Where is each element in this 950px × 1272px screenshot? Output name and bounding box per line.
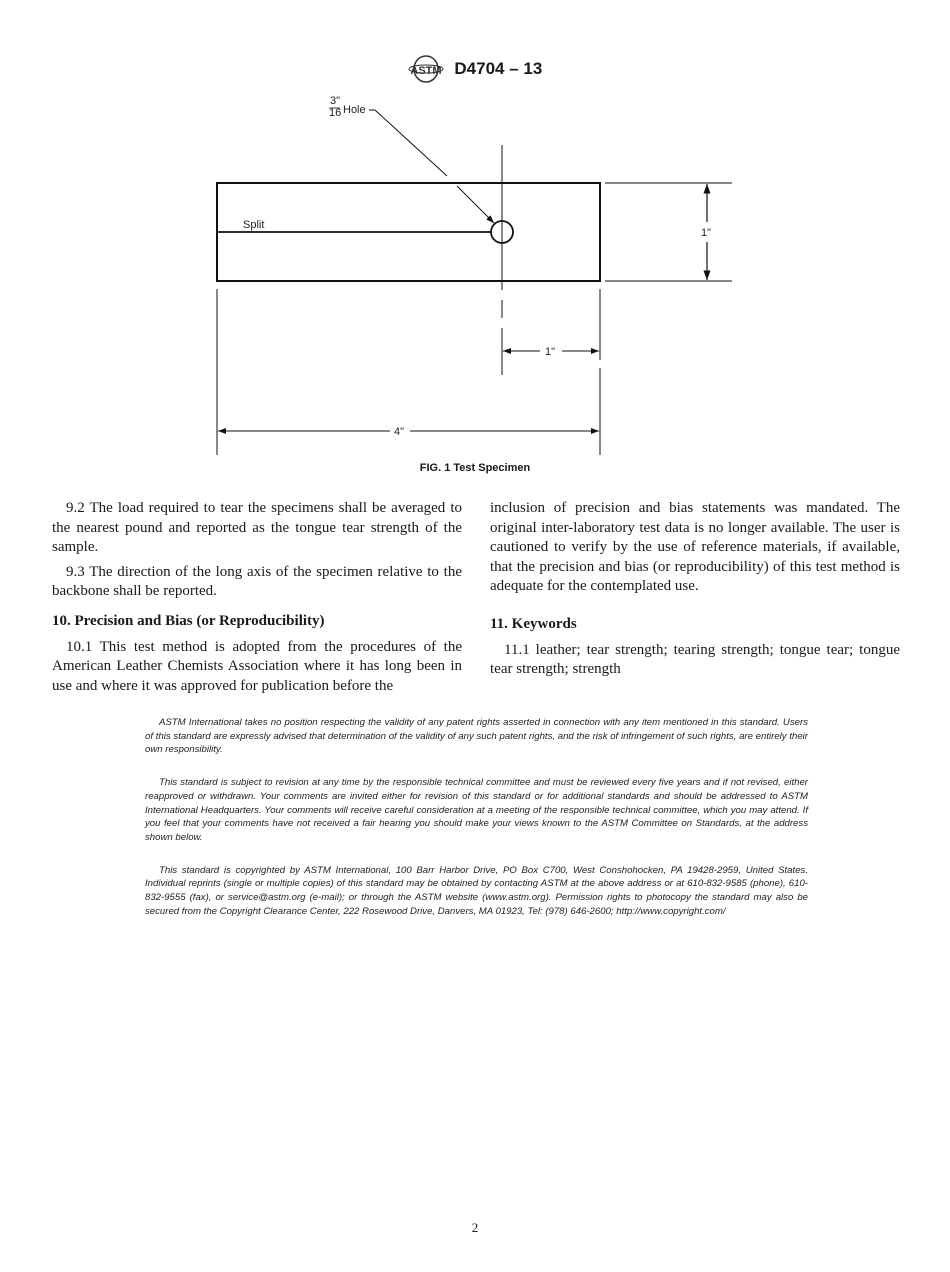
designation: D4704 – 13 — [454, 59, 543, 78]
paragraph-10-1-continued: inclusion of precision and bias statements was mandated. The original inter-laboratory test data is no longer available. The user is cautioned to verify by the use of reference materials, if available, that the precision and bias (or reproducibility) of this test method is adequate for the contemplated use. — [490, 500, 900, 595]
figure-caption: FIG. 1 Test Specimen — [419, 462, 531, 474]
legal-notices — [145, 716, 808, 937]
svg-text:ASTM: ASTM — [410, 65, 442, 77]
page-number: 2 — [471, 1220, 479, 1235]
hole-leader — [375, 110, 447, 176]
paragraph-9-2: 9.2 The load required to tear the specimens shall be averaged to the nearest pound and reported as the tongue tear strength of the sample. — [52, 500, 462, 556]
figure-test-specimen — [0, 0, 950, 470]
paragraph-11-1: 11.1 leather; tear strength; tearing strength; tongue tear; tongue tear strength; strength — [490, 641, 900, 678]
paragraph-10-1: 10.1 This test method is adopted from the procedures of the American Leather Chemists Association where it has long been in use and where it was approved for publication before the — [52, 638, 462, 694]
dim-height-label: 1" — [701, 227, 712, 239]
patent-notice: ASTM International takes no position respecting the validity of any patent rights asserted in connection with any item mentioned in this standard. Users of this standard are expressly advised that determination of the validity of any such patent rights, and the risk of infringement of such rights, are entirely their own responsibility. — [145, 717, 808, 756]
revision-notice: This standard is subject to revision at any time by the responsible technical committee and must be reviewed every five years and if not revised, either reapproved or withdrawn. Your comments are invited either for revision of this standard or for additional standards and should be addressed to ASTM International Headquarters. Your comments will receive careful consideration at a meeting of the responsible technical committee, which you may attend. If you feel that your comments have not received a fair hearing you should make your views known to the ASTM Committee on Standards, at the address shown below. — [145, 777, 808, 843]
split-label: Split — [243, 219, 265, 231]
hole-label: Hole — [343, 104, 366, 116]
paragraph-9-3: 9.3 The direction of the long axis of the specimen relative to the backbone shall be reported. — [52, 563, 462, 600]
right-column — [490, 499, 900, 685]
dim-hole-end-label: 1" — [545, 346, 556, 358]
section-10-heading: 10. Precision and Bias (or Reproducibility) — [52, 612, 325, 629]
hole-fraction-den: 16 — [329, 107, 342, 119]
left-column — [52, 499, 462, 701]
dim-length-label: 4" — [394, 426, 405, 438]
section-11-heading: 11. Keywords — [490, 615, 577, 632]
hole-fraction-num: 3" — [330, 95, 341, 107]
copyright-notice: This standard is copyrighted by ASTM International, 100 Barr Harbor Drive, PO Box C700, West Conshohocken, PA 19428-2959, United States. Individual reprints (single or multiple copies) of this standard may be obtained by contacting ASTM at the above address or at 610-832-9585 (phone), 610-832-9555 (fax), or service@astm.org (e-mail); or through the ASTM website (www.astm.org). Permission rights to photocopy the standard may also be secured from the Copyright Clearance Center, 222 Rosewood Drive, Danvers, MA 01923, Tel: (978) 646-2600; http://www.copyright.com/ — [145, 864, 808, 917]
